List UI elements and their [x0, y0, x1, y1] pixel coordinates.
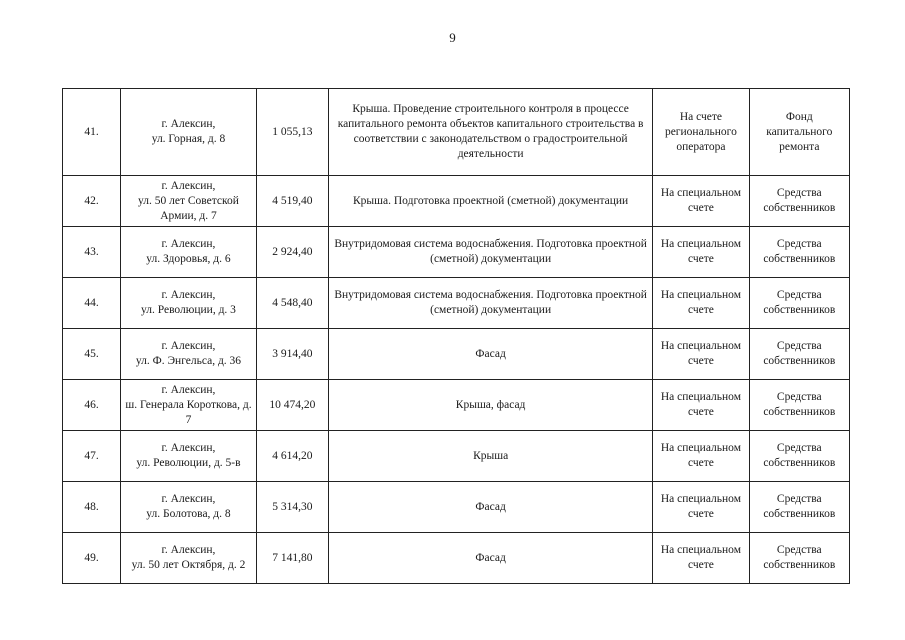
account-type-cell: На специальном счете: [653, 176, 749, 227]
address-cell: [121, 329, 257, 380]
work-type-cell: Фасад: [329, 329, 653, 380]
account-type-cell: На специальном счете: [653, 533, 749, 584]
funding-source-cell: Средства собственников: [749, 176, 849, 227]
area-cell: 4 519,40: [256, 176, 328, 227]
table-row: [63, 278, 850, 329]
row-number-cell: 41.: [63, 89, 121, 176]
address-cell: [121, 89, 257, 176]
account-type-cell: На специальном счете: [653, 329, 749, 380]
work-type-cell: Внутридомовая система водоснабжения. Подготовка проектной (сметной) документации: [329, 227, 653, 278]
account-type-cell: На специальном счете: [653, 482, 749, 533]
address-city: г. Алексин,: [161, 289, 216, 301]
row-number-cell: 46.: [63, 380, 121, 431]
address-street: ул. Болотова, д. 8: [146, 508, 231, 520]
address-street: ул. Революции, д. 3: [141, 304, 236, 316]
funding-source-cell: Средства собственников: [749, 278, 849, 329]
address-cell: [121, 227, 257, 278]
address-street: ул. Здоровья, д. 6: [146, 253, 231, 265]
table-body: [63, 89, 850, 584]
table-row: [63, 89, 850, 176]
funding-source-cell: Средства собственников: [749, 380, 849, 431]
work-type-cell: Крыша: [329, 431, 653, 482]
row-number-cell: 49.: [63, 533, 121, 584]
page-number: 9: [449, 30, 456, 45]
address-city: г. Алексин,: [161, 340, 216, 352]
address-street: ул. Революции, д. 5-в: [136, 457, 241, 469]
table-row: [63, 380, 850, 431]
address-street: ул. 50 лет Советской Армии, д. 7: [138, 194, 239, 222]
row-number-cell: 43.: [63, 227, 121, 278]
address-street: ул. Ф. Энгельса, д. 36: [135, 355, 242, 367]
address-street: ул. 50 лет Октября, д. 2: [131, 559, 246, 571]
address-cell: [121, 380, 257, 431]
address-city: г. Алексин,: [161, 544, 216, 556]
address-city: г. Алексин,: [161, 238, 216, 250]
funding-source-cell: Средства собственников: [749, 329, 849, 380]
row-number-cell: 42.: [63, 176, 121, 227]
address-city: г. Алексин,: [161, 179, 216, 192]
account-type-cell: На специальном счете: [653, 227, 749, 278]
address-cell: [121, 176, 257, 227]
address-cell: [121, 482, 257, 533]
repair-schedule-table: [62, 88, 850, 584]
work-type-cell: Крыша. Проведение строительного контроля в процессе капитального ремонта объектов капитального строительства в соответствии с законодательством о градостроительной деятельности: [329, 89, 653, 176]
area-cell: 3 914,40: [256, 329, 328, 380]
address-city: г. Алексин,: [161, 493, 216, 505]
account-type-cell: На счете регионального оператора: [653, 89, 749, 176]
area-cell: 10 474,20: [256, 380, 328, 431]
work-type-cell: Крыша, фасад: [329, 380, 653, 431]
account-type-cell: На специальном счете: [653, 431, 749, 482]
address-street: ул. Горная, д. 8: [151, 133, 226, 145]
address-cell: [121, 431, 257, 482]
table-row: [63, 329, 850, 380]
area-cell: 4 614,20: [256, 431, 328, 482]
funding-source-cell: Средства собственников: [749, 533, 849, 584]
address-cell: [121, 533, 257, 584]
address-city: г. Алексин,: [161, 442, 216, 454]
work-type-cell: Фасад: [329, 482, 653, 533]
table-row: [63, 533, 850, 584]
area-cell: 1 055,13: [256, 89, 328, 176]
address-city: г. Алексин,: [161, 383, 216, 396]
address-cell: [121, 278, 257, 329]
row-number-cell: 45.: [63, 329, 121, 380]
funding-source-cell: Фонд капитального ремонта: [749, 89, 849, 176]
area-cell: 2 924,40: [256, 227, 328, 278]
area-cell: 4 548,40: [256, 278, 328, 329]
table-row: [63, 482, 850, 533]
table-row: [63, 431, 850, 482]
table-row: [63, 176, 850, 227]
address-street: ш. Генерала Короткова, д. 7: [125, 398, 252, 426]
area-cell: 7 141,80: [256, 533, 328, 584]
work-type-cell: Внутридомовая система водоснабжения. Подготовка проектной (сметной) документации: [329, 278, 653, 329]
account-type-cell: На специальном счете: [653, 380, 749, 431]
row-number-cell: 48.: [63, 482, 121, 533]
area-cell: 5 314,30: [256, 482, 328, 533]
table-row: [63, 227, 850, 278]
work-type-cell: Фасад: [329, 533, 653, 584]
row-number-cell: 47.: [63, 431, 121, 482]
row-number-cell: 44.: [63, 278, 121, 329]
account-type-cell: На специальном счете: [653, 278, 749, 329]
work-type-cell: Крыша. Подготовка проектной (сметной) документации: [329, 176, 653, 227]
funding-source-cell: Средства собственников: [749, 227, 849, 278]
funding-source-cell: Средства собственников: [749, 431, 849, 482]
funding-source-cell: Средства собственников: [749, 482, 849, 533]
address-city: г. Алексин,: [161, 118, 216, 130]
